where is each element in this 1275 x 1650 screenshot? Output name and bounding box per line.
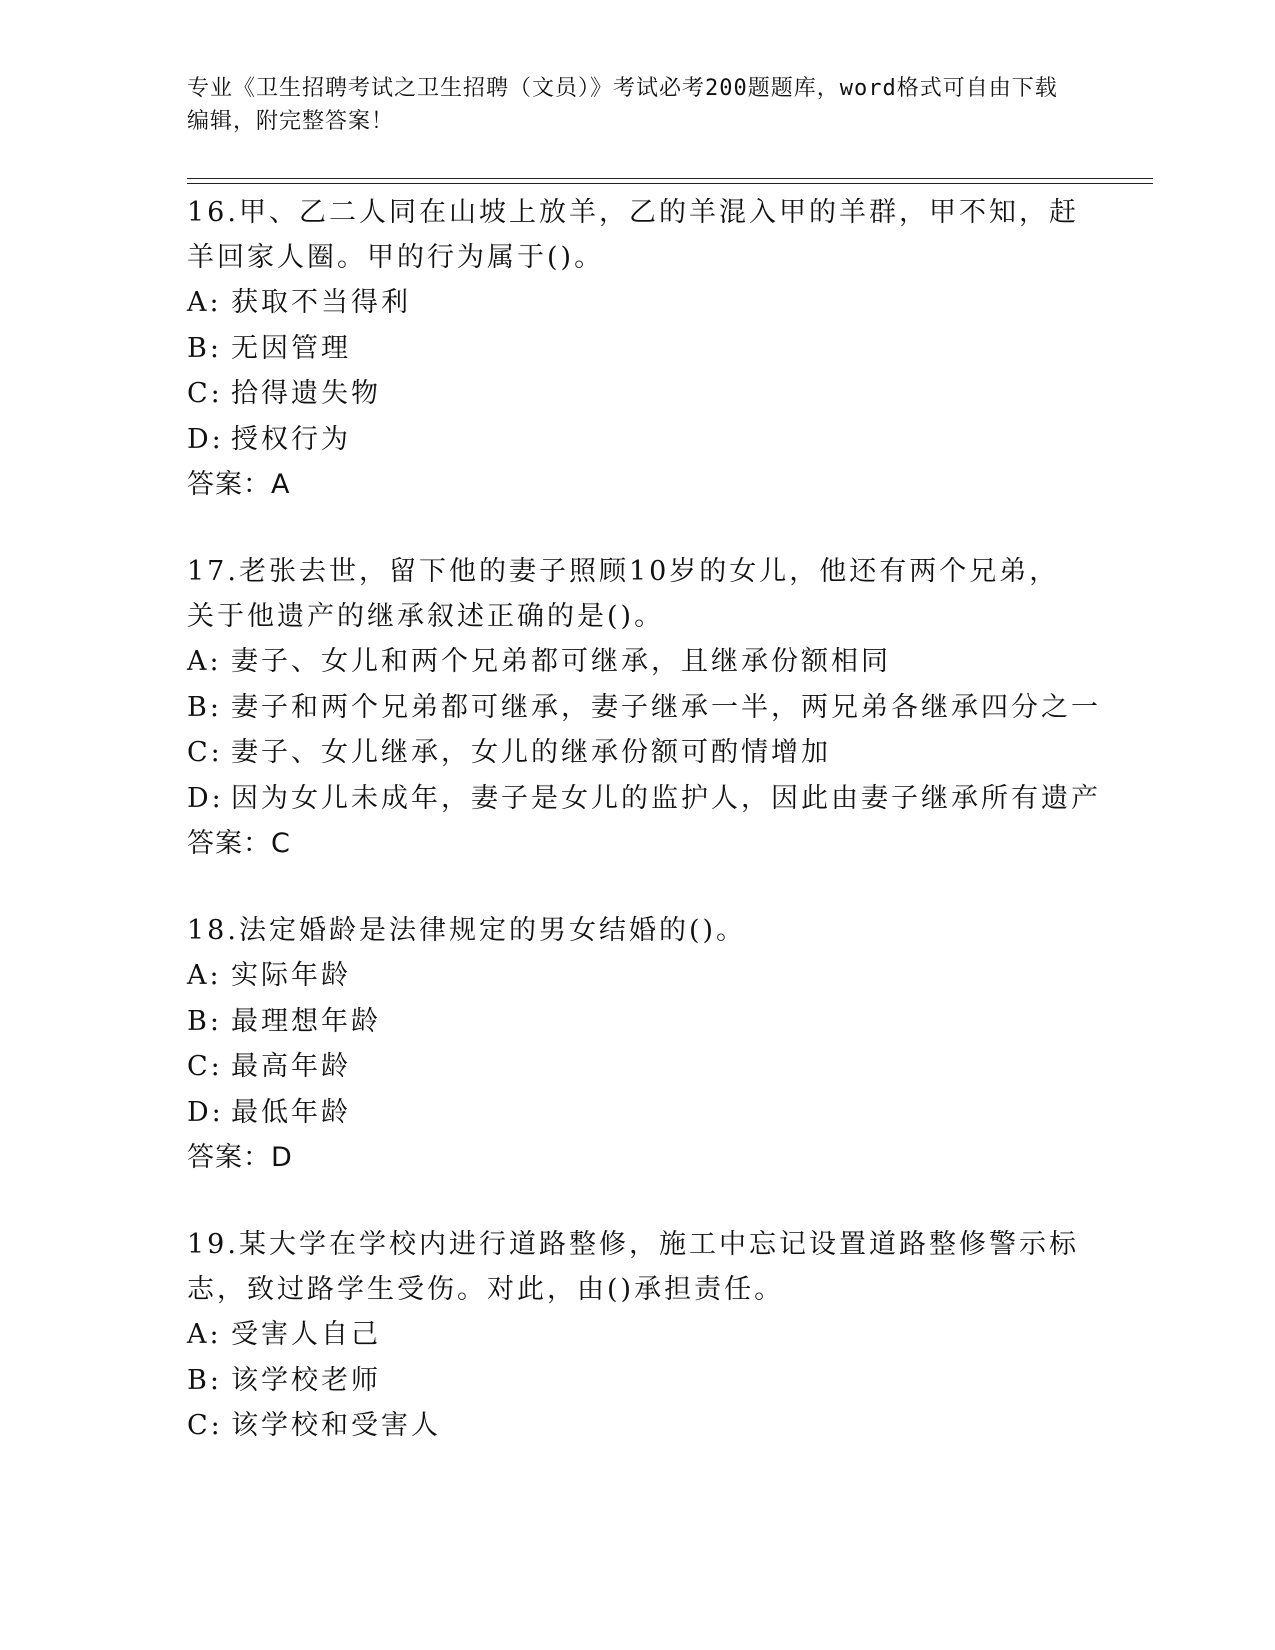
option-letter: A:	[187, 960, 222, 991]
answer-option	[187, 417, 1087, 463]
option-text: 授权行为	[231, 423, 351, 455]
option-text: 因为女儿未成年，妻子是女儿的监护人，因此由妻子继承所有遗产	[231, 782, 1101, 814]
option-letter: B:	[187, 1005, 222, 1037]
option-text: 受害人自己	[231, 1319, 381, 1350]
option-letter: A:	[187, 1319, 222, 1350]
document-header: 专业《卫生招聘考试之卫生招聘（文员）》考试必考200题题库，word格式可自由下载编辑，附完整答案！	[187, 76, 1058, 134]
question-stem	[187, 549, 1087, 639]
header-rule-bottom	[187, 183, 1153, 184]
question-text: 甲、乙二人同在山坡上放羊，乙的羊混入甲的羊群，甲不知，赶羊回家人圈。甲的行为属于()。	[187, 197, 1079, 273]
question-text: 某大学在学校内进行道路整修，施工中忘记设置道路整修警示标志，致过路学生受伤。对此，由()承担责任。	[187, 1229, 1079, 1305]
option-text: 获取不当得利	[231, 287, 411, 318]
option-letter: C:	[187, 737, 223, 768]
option-text: 该学校老师	[231, 1364, 381, 1396]
option-letter: A:	[187, 287, 222, 318]
option-letter: D:	[187, 782, 224, 814]
option-letter: B:	[187, 332, 222, 364]
option-text: 最高年龄	[231, 1051, 351, 1082]
option-letter: C:	[187, 378, 223, 409]
question-number: 16.	[187, 197, 239, 228]
answer-label: 答案：	[187, 828, 271, 859]
option-letter: C:	[187, 1410, 223, 1441]
question-stem	[187, 908, 1087, 953]
question-block	[187, 190, 1087, 507]
question-text: 老张去世，留下他的妻子照顾10岁的女儿，他还有两个兄弟，关于他遗产的继承叙述正确的是()。	[187, 556, 1060, 632]
option-letter: B:	[187, 691, 222, 723]
option-text: 最低年龄	[231, 1096, 351, 1128]
answer-label: 答案：	[187, 469, 271, 500]
answer-option	[187, 999, 1087, 1045]
question-number: 19.	[187, 1229, 239, 1260]
option-text: 该学校和受害人	[231, 1410, 441, 1441]
answer-option	[187, 685, 1101, 731]
answer-option	[187, 639, 1087, 685]
option-text: 最理想年龄	[231, 1005, 381, 1037]
option-letter: D:	[187, 423, 224, 455]
option-text: 妻子、女儿和两个兄弟都可继承，且继承份额相同	[231, 646, 891, 677]
answer-label: 答案：	[187, 1142, 271, 1173]
header-rule-top	[187, 178, 1153, 179]
answer-option	[187, 1403, 1087, 1449]
answer-option	[187, 1312, 1087, 1358]
option-text: 无因管理	[231, 332, 351, 364]
option-letter: C:	[187, 1051, 223, 1082]
question-number: 17.	[187, 556, 239, 587]
question-stem	[187, 190, 1087, 280]
answer-value: D	[271, 1142, 293, 1173]
option-text: 拾得遗失物	[231, 378, 381, 409]
answer-value: A	[271, 469, 291, 500]
question-text: 法定婚龄是法律规定的男女结婚的()。	[238, 915, 747, 946]
answer-option	[187, 1358, 1087, 1404]
answer-option	[187, 326, 1087, 372]
answer-option	[187, 280, 1087, 326]
answer-option	[187, 953, 1087, 999]
option-text: 妻子和两个兄弟都可继承，妻子继承一半，两兄弟各继承四分之一	[231, 691, 1101, 723]
answer-value: C	[271, 828, 291, 859]
answer-option	[187, 371, 1087, 417]
answer-line	[187, 1135, 1087, 1180]
answer-option	[187, 1090, 1087, 1136]
option-text: 妻子、女儿继承，女儿的继承份额可酌情增加	[231, 737, 831, 768]
answer-line	[187, 821, 1087, 866]
answer-option	[187, 1044, 1087, 1090]
question-stem	[187, 1222, 1087, 1312]
question-block	[187, 549, 1101, 866]
answer-option	[187, 730, 1087, 776]
answer-line	[187, 462, 1087, 507]
question-block	[187, 1222, 1087, 1449]
option-text: 实际年龄	[231, 960, 351, 991]
answer-option	[187, 776, 1101, 822]
question-number: 18.	[187, 915, 239, 946]
option-letter: A:	[187, 646, 222, 677]
question-list	[187, 190, 1101, 1491]
option-letter: B:	[187, 1364, 222, 1396]
question-block	[187, 908, 1087, 1180]
option-letter: D:	[187, 1096, 224, 1128]
